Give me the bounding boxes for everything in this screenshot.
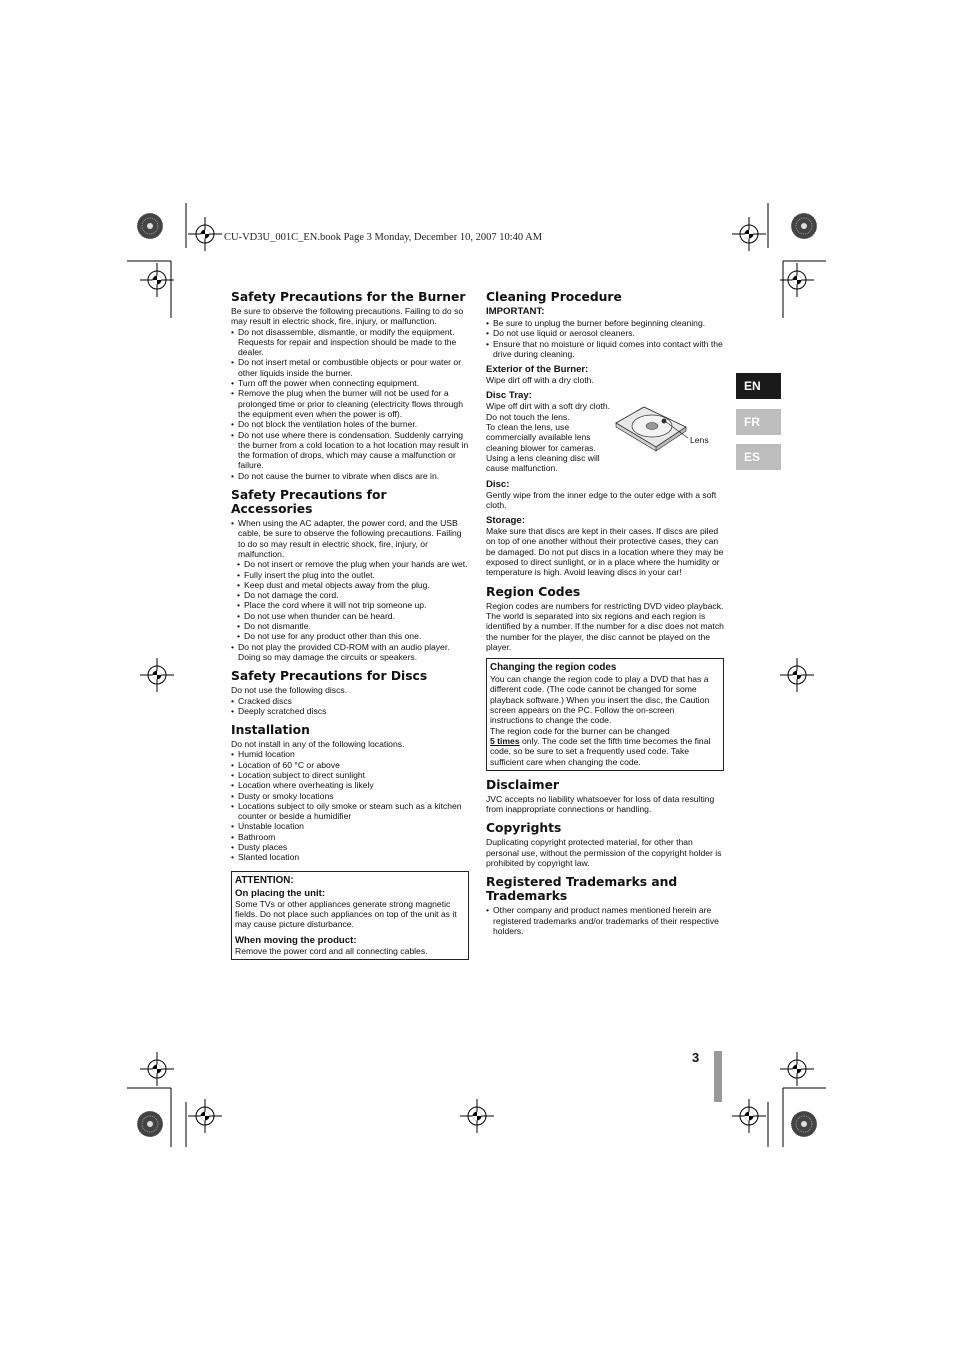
- list-item: • Deeply scratched discs: [231, 706, 469, 716]
- disc-tray-block: [486, 401, 724, 473]
- lang-tab-es[interactable]: ES: [736, 444, 781, 470]
- list-item: • Do not insert or remove the plug when your hands are wet.: [237, 559, 469, 569]
- burner-safety-list: [231, 327, 469, 481]
- attention-title: ATTENTION:: [235, 874, 294, 886]
- disc-tray-drawing: [614, 401, 724, 461]
- list-item: • Location where overheating is likely: [231, 780, 469, 790]
- lens-label: Lens: [690, 435, 709, 446]
- changing-region-title: Changing the region codes: [490, 662, 617, 674]
- discs-safety-intro: Do not use the following discs.: [231, 685, 348, 696]
- burner-safety-section: [231, 290, 469, 481]
- disc-title: Disc:: [486, 478, 510, 490]
- disc-text: Gently wipe from the inner edge to the outer edge with a soft cloth.: [486, 489, 717, 510]
- book-info-header: CU-VD3U_001C_EN.book Page 3 Monday, December 10, 2007 10:40 AM: [224, 232, 543, 243]
- list-item: • Do not insert metal or combustible objects or pour water or other liquids inside the burner.: [231, 357, 469, 378]
- list-item: • Dusty places: [231, 842, 469, 852]
- discs-safety-title: Safety Precautions for Discs: [231, 669, 428, 684]
- disc-tray-lens-clean: To clean the lens, use commercially available lens cleaning blower for cameras. Using a lens cleaning disc will cause malfunction.: [486, 422, 600, 474]
- list-item: • Fully insert the plug into the outlet.: [237, 570, 469, 580]
- list-item: • Humid location: [231, 749, 469, 759]
- exterior-text: Wipe dirt off with a dry cloth.: [486, 375, 594, 386]
- accessories-safety-title: Safety Precautions for Accessories: [231, 488, 387, 517]
- copyrights-title: Copyrights: [486, 821, 562, 836]
- list-item: • Do not block the ventilation holes of the burner.: [231, 419, 469, 429]
- list-item: • Unstable location: [231, 821, 469, 831]
- list-item: • Do not use when thunder can be heard.: [237, 611, 469, 621]
- important-label: IMPORTANT:: [486, 306, 545, 317]
- copyrights-section: [486, 821, 724, 868]
- exterior-title: Exterior of the Burner:: [486, 364, 589, 376]
- list-item: • When using the AC adapter, the power cord, and the USB cable, be sure to observe the following precautions. Failing to do so may result in electric shock, fire, injury, or malfunction.: [231, 518, 469, 559]
- trademarks-title: Registered Trademarks and Trademarks: [486, 875, 678, 904]
- five-times-emphasis: 5 times: [490, 735, 520, 746]
- left-column: [231, 290, 469, 967]
- cleaning-title: Cleaning Procedure: [486, 290, 622, 304]
- list-item: • Locations subject to oily smoke or steam such as a kitchen counter or beside a humidifier: [231, 801, 469, 822]
- disclaimer-section: [486, 778, 724, 815]
- placing-unit-title: On placing the unit:: [235, 887, 326, 899]
- region-codes-section: [486, 585, 724, 771]
- list-item: • Location subject to direct sunlight: [231, 770, 469, 780]
- list-item: • Remove the plug when the burner will not be used for a prolonged time or prior to cleaning (electricity flows through the equipment even when the power is off).: [231, 388, 469, 419]
- disclaimer-text: JVC accepts no liability whatsoever for loss of data resulting from inappropriate connections or handling.: [486, 793, 715, 815]
- copyrights-text: Duplicating copyright protected material, for other than personal use, without the permission of the copyright holder is prohibited by copyright law.: [486, 837, 722, 868]
- list-item: • Be sure to unplug the burner before beginning cleaning.: [486, 318, 724, 328]
- page-number: 3: [692, 1050, 700, 1065]
- lang-tab-en[interactable]: EN: [736, 373, 781, 399]
- list-item: • Do not use liquid or aerosol cleaners.: [486, 328, 724, 338]
- list-item: • Do not damage the cord.: [237, 590, 469, 600]
- list-item: • Place the cord where it will not trip someone up.: [237, 600, 469, 610]
- disc-tray-illustration: [614, 401, 724, 461]
- list-item: • Slanted location: [231, 852, 469, 862]
- cleaning-section: [486, 290, 724, 578]
- burner-safety-title: Safety Precautions for the Burner: [231, 290, 466, 304]
- list-item: • Do not use for any product other than this one.: [237, 631, 469, 641]
- accessories-safety-section: [231, 488, 469, 662]
- region-codes-text: Region codes are numbers for restricting DVD video playback. The world is separated into six regions and each region is identified by a number. If the number for a disc does not match the number for the player, the disc cannot be played on the player.: [486, 600, 724, 652]
- disc-tray-title: Disc Tray:: [486, 390, 532, 402]
- list-item: • Other company and product names mentioned herein are registered trademarks and/or trademarks of their respective holders.: [486, 905, 724, 936]
- discs-safety-list: [231, 696, 469, 717]
- disclaimer-title: Disclaimer: [486, 777, 559, 792]
- storage-title: Storage:: [486, 515, 525, 527]
- trademarks-list: [486, 905, 724, 936]
- list-item: • Do not play the provided CD-ROM with an audio player. Doing so may damage the circuits or speakers.: [231, 642, 469, 663]
- list-item: • Dusty or smoky locations: [231, 791, 469, 801]
- disc-tray-lens-text: Do not touch the lens.: [486, 411, 570, 422]
- changing-region-text-1: You can change the region code to play a DVD that has a different code. (The code cannot be changed for some playback software.) When you insert the disc, the Caution screen appears on the PC. Follow the on-screen instructions to change the code.: [490, 674, 710, 726]
- changing-region-box: [486, 658, 724, 771]
- lang-tab-fr[interactable]: FR: [736, 409, 781, 435]
- region-codes-title: Region Codes: [486, 584, 581, 599]
- list-item: • Do not disassemble, dismantle, or modify the equipment. Requests for repair and inspection should be made to the dealer.: [231, 327, 469, 358]
- installation-title: Installation: [231, 723, 310, 738]
- list-item: • Keep dust and metal objects away from the plug.: [237, 580, 469, 590]
- storage-text: Make sure that discs are kept in their cases. If discs are piled on top of one another without their protective cases, they can be damaged. Do not put discs in a location where they may be exposed to direct sunlight, or in a place where the humidity or temperature is high. Avoid leaving discs in your car!: [486, 526, 724, 578]
- list-item: • Do not use where there is condensation. Suddenly carrying the burner from a cold location to a hot location may result in the formation of drops, which may cause a malfunction or failure.: [231, 430, 469, 471]
- installation-section: [231, 723, 469, 960]
- list-item: • Turn off the power when connecting equipment.: [231, 378, 469, 388]
- placing-unit-text: Some TVs or other appliances generate strong magnetic fields. Do not place such appliances on top of the unit as it may cause picture disturbance.: [235, 898, 457, 930]
- list-item: • Ensure that no moisture or liquid comes into contact with the drive during cleaning.: [486, 339, 724, 360]
- accessories-safety-list-2: [231, 642, 469, 663]
- accessories-safety-list: [231, 518, 469, 559]
- list-item: • Do not dismantle.: [237, 621, 469, 631]
- changing-region-text-3: [490, 736, 719, 767]
- discs-safety-section: [231, 669, 469, 716]
- moving-product-text: Remove the power cord and all connecting cables.: [235, 945, 428, 956]
- disc-tray-text: Wipe off dirt with a soft dry cloth.: [486, 401, 611, 412]
- moving-product-title: When moving the product:: [235, 934, 357, 946]
- list-item: • Do not cause the burner to vibrate when discs are in.: [231, 471, 469, 481]
- list-item: • Bathroom: [231, 832, 469, 842]
- installation-intro: Do not install in any of the following locations.: [231, 739, 405, 750]
- burner-safety-intro: Be sure to observe the following precautions. Failing to do so may result in electric shock, fire, injury, or malfunction.: [231, 306, 464, 327]
- list-item: • Location of 60 °C or above: [231, 760, 469, 770]
- page-edge-bar: [714, 1051, 722, 1102]
- trademarks-section: [486, 875, 724, 936]
- list-item: • Cracked discs: [231, 696, 469, 706]
- right-column: [486, 290, 724, 943]
- installation-list: [231, 749, 469, 862]
- changing-region-text-3-rest: only. The code set the fifth time becomes the final code, so be sure to set a frequently used code. Take sufficient care when changing the code.: [490, 735, 711, 767]
- changing-region-text-2: The region code for the burner can be changed: [490, 725, 670, 736]
- important-list: [486, 318, 724, 359]
- accessories-sublist: [231, 559, 469, 641]
- attention-box: [231, 871, 469, 960]
